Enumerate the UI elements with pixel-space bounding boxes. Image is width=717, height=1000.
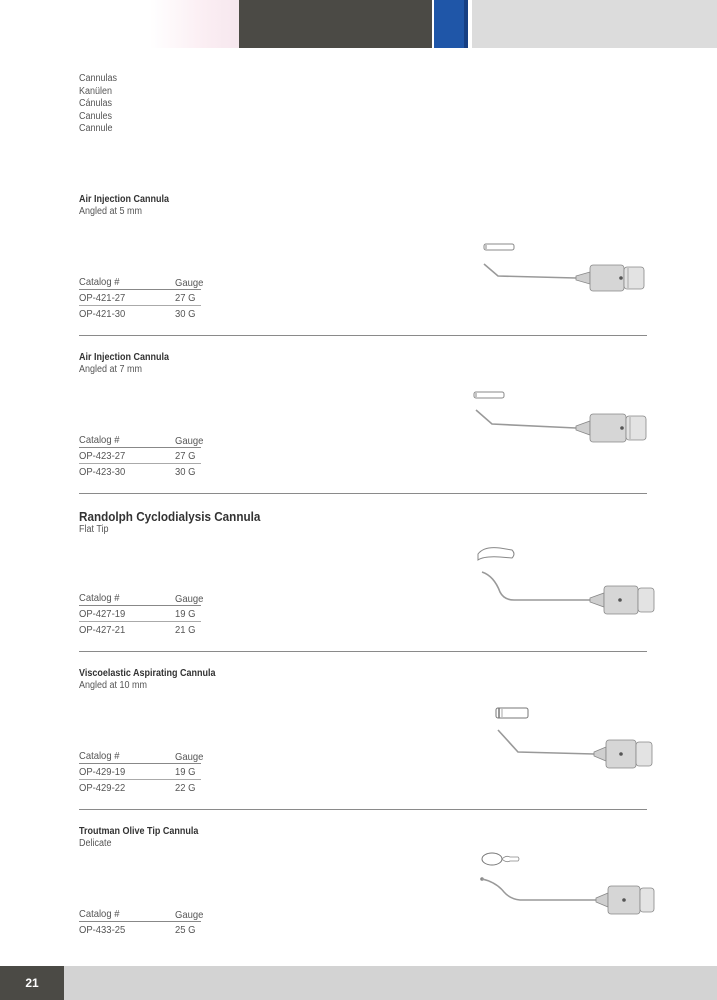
catalog-column-header: Catalog # <box>79 276 120 288</box>
product-subtitle: Flat Tip <box>79 524 109 535</box>
header-dark-block <box>239 0 432 48</box>
gauge-value: 19 G <box>175 608 196 620</box>
product-title: Air Injection Cannula <box>79 352 170 363</box>
gauge-value: 19 G <box>175 766 196 778</box>
catalog-number: OP-427-21 <box>79 624 126 636</box>
table-header-rule <box>79 289 201 290</box>
catalog-number: OP-427-19 <box>79 608 126 620</box>
header-decoration-fade <box>150 0 240 48</box>
catalog-number: OP-423-30 <box>79 466 126 478</box>
footer-bar <box>0 966 717 1000</box>
catalog-column-header: Catalog # <box>79 592 120 604</box>
table-row-rule <box>79 621 201 622</box>
table-row-rule <box>79 463 201 464</box>
gauge-value: 25 G <box>175 924 196 936</box>
gauge-column-header: Gauge <box>175 751 204 763</box>
product-subtitle: Angled at 5 mm <box>79 206 143 217</box>
page-number: 21 <box>0 966 64 1000</box>
product-title: Air Injection Cannula <box>79 194 170 205</box>
catalog-number: OP-421-30 <box>79 308 126 320</box>
category-german: Kanülen <box>79 85 113 97</box>
gauge-column-header: Gauge <box>175 277 204 289</box>
gauge-value: 30 G <box>175 466 196 478</box>
gauge-value: 21 G <box>175 624 196 636</box>
product-title: Randolph Cyclodialysis Cannula <box>79 509 261 524</box>
section-divider <box>79 651 647 652</box>
category-french: Canules <box>79 110 113 122</box>
catalog-column-header: Catalog # <box>79 434 120 446</box>
category-english: Cannulas <box>79 73 118 84</box>
product-subtitle: Angled at 7 mm <box>79 364 143 375</box>
table-header-rule <box>79 763 201 764</box>
gauge-column-header: Gauge <box>175 909 204 921</box>
section-divider <box>79 493 647 494</box>
product-subtitle: Angled at 10 mm <box>79 680 148 691</box>
table-header-rule <box>79 447 201 448</box>
table-row-rule <box>79 779 201 780</box>
product-title: Troutman Olive Tip Cannula <box>79 826 199 837</box>
catalog-number: OP-429-19 <box>79 766 126 778</box>
cannula-angled-10mm-illustration <box>490 702 658 774</box>
header-blue-accent <box>464 0 468 48</box>
catalog-number: OP-429-22 <box>79 782 126 794</box>
table-header-rule <box>79 605 201 606</box>
section-divider <box>79 809 647 810</box>
table-header-rule <box>79 921 201 922</box>
gauge-value: 22 G <box>175 782 196 794</box>
gauge-value: 27 G <box>175 292 196 304</box>
catalog-column-header: Catalog # <box>79 908 120 920</box>
category-spanish: Cánulas <box>79 98 113 110</box>
product-subtitle: Delicate <box>79 838 112 849</box>
header-gray-block <box>472 0 717 48</box>
header-blue-block <box>434 0 464 48</box>
cannula-flat-tip-illustration <box>470 542 658 616</box>
catalog-number: OP-423-27 <box>79 450 126 462</box>
table-row-rule <box>79 305 201 306</box>
category-languages <box>79 73 117 136</box>
section-divider <box>79 335 647 336</box>
catalog-number: OP-421-27 <box>79 292 126 304</box>
gauge-value: 27 G <box>175 450 196 462</box>
gauge-column-header: Gauge <box>175 435 204 447</box>
gauge-value: 30 G <box>175 308 196 320</box>
category-italian: Cannule <box>79 123 113 135</box>
product-title: Viscoelastic Aspirating Cannula <box>79 668 216 679</box>
cannula-angled-7mm-illustration <box>468 386 658 450</box>
catalog-column-header: Catalog # <box>79 750 120 762</box>
cannula-angled-5mm-illustration <box>478 240 658 300</box>
catalog-number: OP-433-25 <box>79 924 126 936</box>
cannula-olive-tip-illustration <box>474 846 658 918</box>
gauge-column-header: Gauge <box>175 593 204 605</box>
